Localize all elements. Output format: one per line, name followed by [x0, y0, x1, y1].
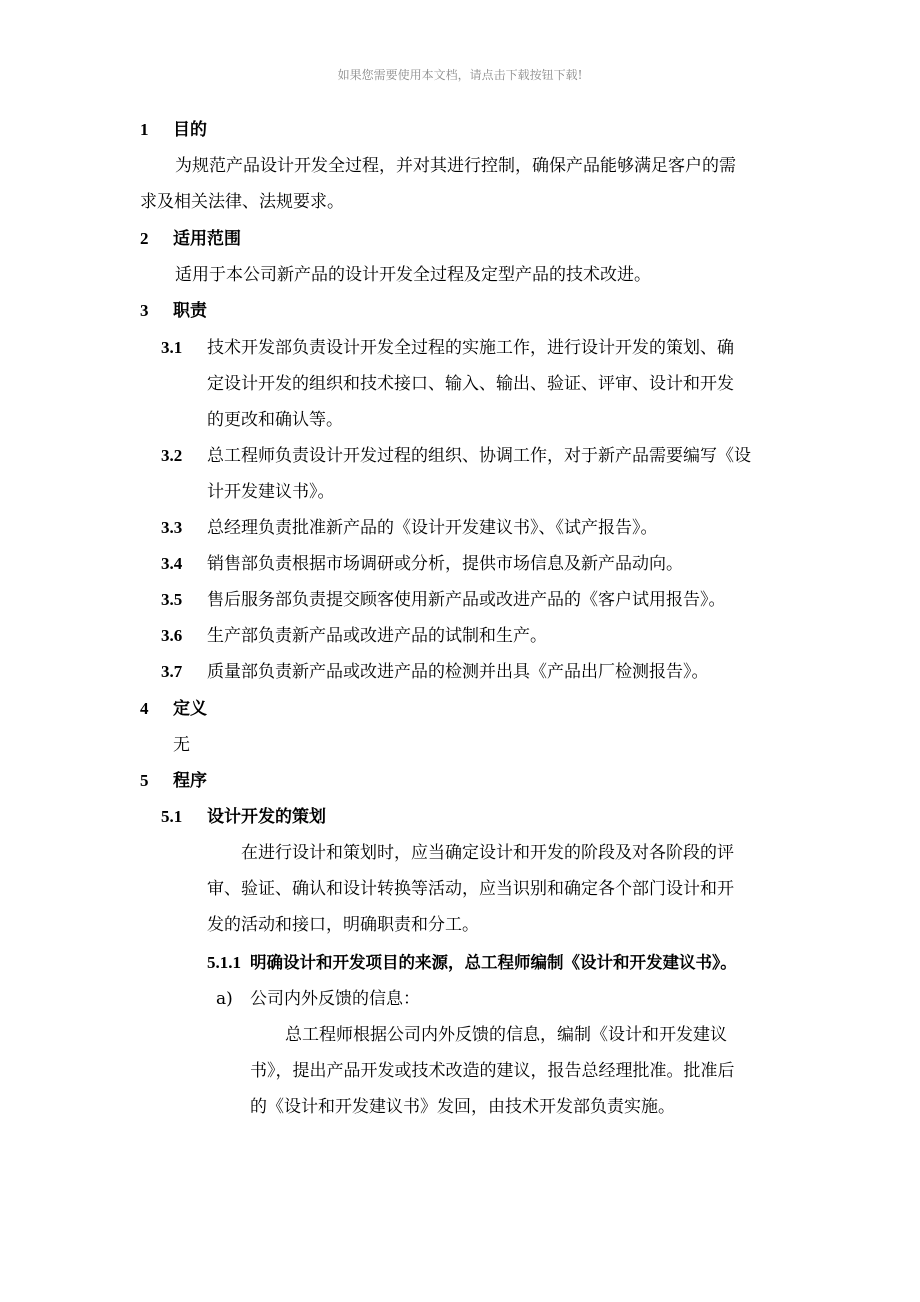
download-header-note: 如果您需要使用本文档，请点击下载按钮下载!: [337, 68, 583, 82]
item-3-1-line-3: 的更改和确认等。: [207, 410, 343, 430]
section-2-title: 适用范围: [173, 229, 241, 249]
section-1-title: 目的: [173, 120, 207, 140]
item-3-5-line-1: 售后服务部负责提交顾客使用新产品或改进产品的《客户试用报告》。: [207, 590, 726, 610]
item-3-4-number: 3.4: [161, 554, 183, 573]
item-3-2-line-2: 计开发建议书》。: [207, 482, 335, 502]
section-5-1-1-number: 5.1.1: [207, 953, 241, 972]
section-1-body-line-2: 求及相关法律、法规要求。: [140, 192, 344, 212]
item-3-6-line-1: 生产部负责新产品或改进产品的试制和生产。: [207, 626, 547, 646]
section-2-number: 2: [140, 229, 149, 248]
section-4-title: 定义: [173, 699, 207, 719]
item-3-4-line-1: 销售部负责根据市场调研或分析，提供市场信息及新产品动向。: [207, 554, 683, 574]
item-3-5-number: 3.5: [161, 590, 183, 609]
item-a-title: 公司内外反馈的信息：: [250, 989, 420, 1009]
item-a-body-line-1: 总工程师根据公司内外反馈的信息，编制《设计和开发建议: [285, 1025, 727, 1045]
section-1-number: 1: [140, 120, 149, 139]
item-a-body-line-3: 的《设计和开发建议书》发回，由技术开发部负责实施。: [250, 1097, 675, 1117]
section-4-number: 4: [140, 699, 149, 718]
section-3-number: 3: [140, 301, 149, 320]
section-5-1-number: 5.1: [161, 807, 183, 826]
item-3-2-line-1: 总工程师负责设计开发过程的组织、协调工作，对于新产品需要编写《设: [207, 446, 751, 466]
item-3-1-number: 3.1: [161, 338, 183, 357]
section-3-title: 职责: [173, 301, 207, 321]
section-5-number: 5: [140, 771, 149, 790]
item-3-7-line-1: 质量部负责新产品或改进产品的检测并出具《产品出厂检测报告》。: [207, 662, 709, 682]
item-3-3-line-1: 总经理负责批准新产品的《设计开发建议书》、《试产报告》。: [207, 518, 658, 538]
item-a-body-line-2: 书》，提出产品开发或技术改造的建议，报告总经理批准。批准后: [250, 1061, 735, 1081]
section-1-body-line-1: 为规范产品设计开发全过程，并对其进行控制，确保产品能够满足客户的需: [175, 156, 736, 176]
item-3-7-number: 3.7: [161, 662, 183, 681]
item-3-2-number: 3.2: [161, 446, 183, 465]
item-3-1-line-2: 定设计开发的组织和技术接口、输入、输出、验证、评审、设计和开发: [207, 374, 734, 394]
section-5-title: 程序: [173, 771, 207, 791]
item-3-1-line-1: 技术开发部负责设计开发全过程的实施工作，进行设计开发的策划、确: [207, 338, 734, 358]
section-5-1-body-line-3: 发的活动和接口，明确职责和分工。: [207, 915, 479, 935]
section-5-1-title: 设计开发的策划: [207, 807, 326, 827]
item-3-6-number: 3.6: [161, 626, 183, 645]
section-2-body: 适用于本公司新产品的设计开发全过程及定型产品的技术改进。: [175, 265, 651, 285]
section-5-1-body-line-1: 在进行设计和策划时，应当确定设计和开发的阶段及对各阶段的评: [241, 843, 734, 863]
section-4-body: 无: [173, 735, 190, 755]
section-5-1-1-title: 明确设计和开发项目的来源，总工程师编制《设计和开发建议书》。: [250, 953, 737, 972]
section-5-1-body-line-2: 审、验证、确认和设计转换等活动，应当识别和确定各个部门设计和开: [207, 879, 734, 899]
item-a-label: a): [216, 989, 233, 1009]
item-3-3-number: 3.3: [161, 518, 183, 537]
